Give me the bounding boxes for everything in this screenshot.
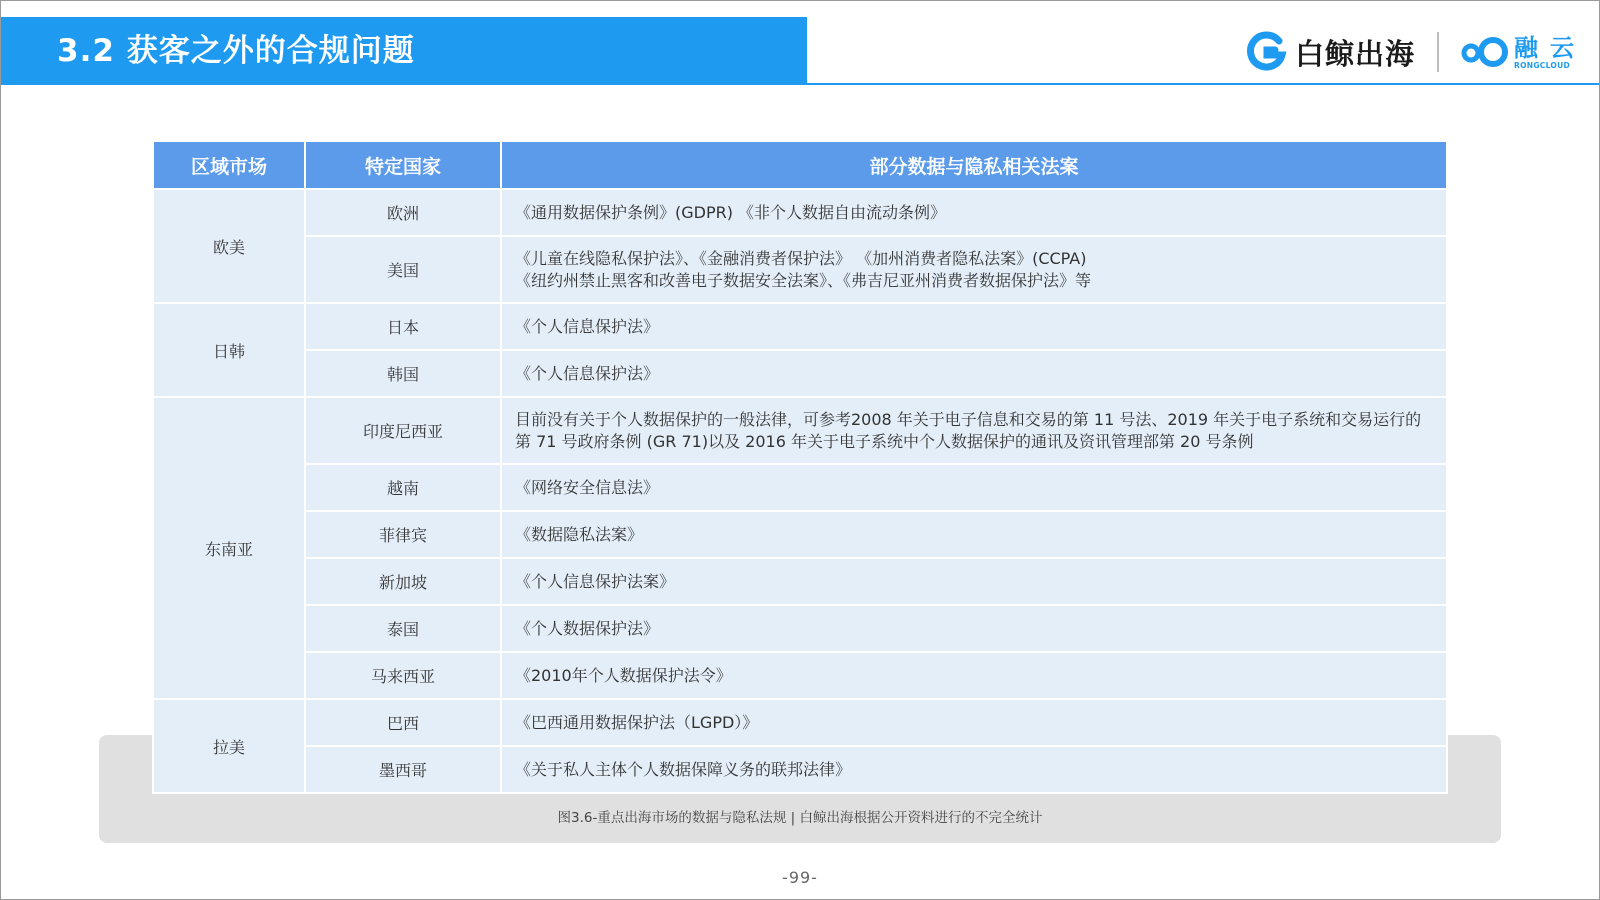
law-text: 《儿童在线隐私保护法》、《金融消费者保护法》 《加州消费者隐私法案》(CCPA) xyxy=(515,248,1087,268)
law-text: 《纽约州禁止黑客和改善电子数据安全法案》、《弗吉尼亚州消费者数据保护法》等 xyxy=(515,270,1092,290)
rongcloud-infinity-icon xyxy=(1458,35,1510,69)
country-cell: 美国 xyxy=(305,236,501,303)
table-row xyxy=(153,699,1447,746)
country-cell: 墨西哥 xyxy=(305,746,501,793)
country-cell: 日本 xyxy=(305,303,501,350)
title-bar xyxy=(1,17,807,85)
country-cell: 印度尼西亚 xyxy=(305,397,501,464)
country-cell: 越南 xyxy=(305,464,501,511)
law-text: 《个人数据保护法》 xyxy=(515,618,660,638)
law-text: 《个人信息保护法》 xyxy=(515,316,660,336)
rongcloud-logo-en-text: RONGCLOUD xyxy=(1514,60,1570,70)
region-cell: 拉美 xyxy=(153,699,305,793)
table-header-row xyxy=(153,141,1447,189)
laws-cell xyxy=(501,699,1447,746)
laws-cell xyxy=(501,189,1447,236)
header-country: 特定国家 xyxy=(305,141,501,189)
laws-cell xyxy=(501,350,1447,397)
law-text: 目前没有关于个人数据保护的一般法律，可参考2008 年关于电子信息和交易的第 11 号法、2019 年关于电子系统和交易运行的第 71 号政府条例 (GR 71)以及 2016 年关于电子系统中个人数据保护的通讯及资讯管理部第 20 号条例 xyxy=(515,409,1422,451)
laws-cell xyxy=(501,511,1447,558)
law-text: 《网络安全信息法》 xyxy=(515,477,660,497)
table-row xyxy=(153,605,1447,652)
region-cell: 日韩 xyxy=(153,303,305,397)
page-number: -99- xyxy=(782,868,818,887)
baijing-logo xyxy=(1245,28,1415,76)
country-cell: 马来西亚 xyxy=(305,652,501,699)
region-cell: 欧美 xyxy=(153,189,305,303)
laws-cell xyxy=(501,746,1447,793)
laws-cell xyxy=(501,652,1447,699)
table-row xyxy=(153,236,1447,303)
header-region: 区域市场 xyxy=(153,141,305,189)
country-cell: 新加坡 xyxy=(305,558,501,605)
laws-cell xyxy=(501,236,1447,303)
laws-cell xyxy=(501,605,1447,652)
rongcloud-logo-text: 融云 xyxy=(1514,33,1586,62)
table-row xyxy=(153,189,1447,236)
country-cell: 泰国 xyxy=(305,605,501,652)
country-cell: 欧洲 xyxy=(305,189,501,236)
table-row xyxy=(153,464,1447,511)
region-cell: 东南亚 xyxy=(153,397,305,699)
table-row xyxy=(153,652,1447,699)
law-text: 《巴西通用数据保护法（LGPD）》 xyxy=(515,712,759,732)
laws-cell xyxy=(501,303,1447,350)
privacy-law-table xyxy=(152,140,1448,794)
table-row xyxy=(153,746,1447,793)
law-text: 《2010年个人数据保护法令》 xyxy=(515,665,732,685)
country-cell: 巴西 xyxy=(305,699,501,746)
laws-cell xyxy=(501,464,1447,511)
table-row xyxy=(153,511,1447,558)
rongcloud-logo xyxy=(1458,30,1586,74)
table-row xyxy=(153,350,1447,397)
header-laws: 部分数据与隐私相关法案 xyxy=(501,141,1447,189)
header-divider-line xyxy=(807,83,1599,85)
table-row xyxy=(153,397,1447,464)
baijing-logo-text: 白鲸出海 xyxy=(1295,36,1416,71)
laws-cell xyxy=(501,558,1447,605)
law-text: 《个人信息保护法》 xyxy=(515,363,660,383)
baijing-g-icon xyxy=(1245,31,1287,73)
law-text: 《数据隐私法案》 xyxy=(515,524,644,544)
law-text: 《通用数据保护条例》(GDPR) 《非个人数据自由流动条例》 xyxy=(515,202,947,222)
country-cell: 韩国 xyxy=(305,350,501,397)
logo-divider xyxy=(1437,32,1439,72)
table-row xyxy=(153,303,1447,350)
page-title: 3.2 获客之外的合规问题 xyxy=(57,33,415,69)
law-text: 《关于私人主体个人数据保障义务的联邦法律》 xyxy=(515,759,852,779)
laws-cell xyxy=(501,397,1447,464)
country-cell: 菲律宾 xyxy=(305,511,501,558)
figure-caption: 图3.6-重点出海市场的数据与隐私法规 | 白鲸出海根据公开资料进行的不完全统计 xyxy=(557,810,1043,826)
table-row xyxy=(153,558,1447,605)
law-text: 《个人信息保护法案》 xyxy=(515,571,676,591)
